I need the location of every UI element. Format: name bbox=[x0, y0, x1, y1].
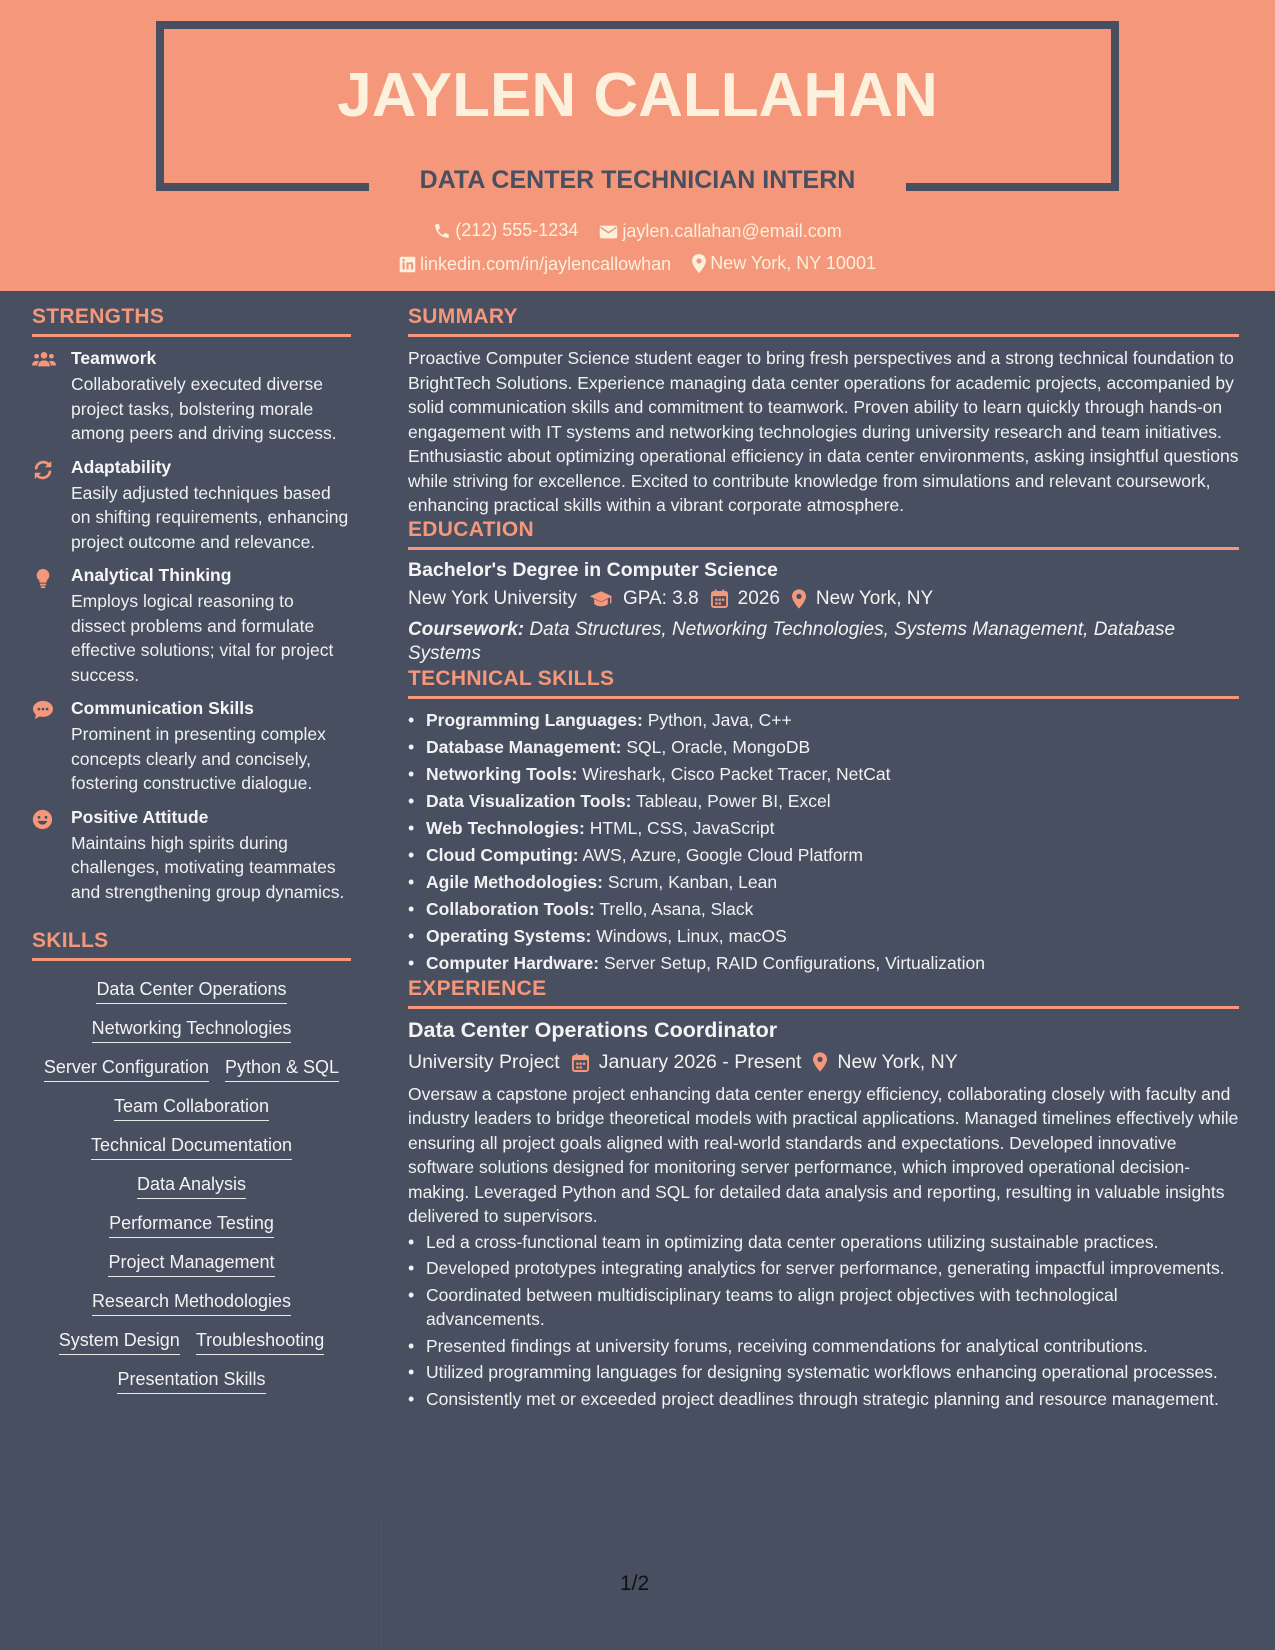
skill-tag: Troubleshooting bbox=[196, 1330, 324, 1355]
envelope-icon bbox=[599, 224, 618, 240]
technical-skills-heading: TECHNICAL SKILLS bbox=[408, 667, 1239, 699]
coursework-label: Coursework: bbox=[408, 618, 525, 640]
strength-item bbox=[32, 565, 351, 687]
graduation-cap-icon bbox=[589, 590, 613, 608]
location-contact bbox=[692, 253, 876, 274]
list-item: • Led a cross-functional team in optimizing data center operations utilizing sustainable practices. bbox=[408, 1230, 1239, 1255]
strength-item bbox=[32, 698, 351, 796]
strength-item bbox=[32, 807, 351, 905]
education-heading: EDUCATION bbox=[408, 518, 1239, 550]
skill-values: Python, Java, C++ bbox=[647, 709, 792, 730]
skill-category: Agile Methodologies: bbox=[426, 871, 603, 892]
strength-title: Teamwork bbox=[71, 348, 157, 368]
list-item bbox=[408, 869, 1239, 896]
linkedin-icon bbox=[399, 256, 416, 273]
contact-row bbox=[0, 220, 1275, 245]
experience-org: University Project bbox=[408, 1050, 560, 1073]
strengths-heading: STRENGTHS bbox=[32, 305, 351, 337]
skill-values: SQL, Oracle, MongoDB bbox=[626, 736, 811, 757]
phone-text: (212) 555-1234 bbox=[455, 220, 579, 240]
left-column bbox=[32, 305, 351, 1408]
list-item bbox=[408, 896, 1239, 923]
gpa: GPA: 3.8 bbox=[622, 587, 699, 609]
users-icon bbox=[32, 350, 56, 368]
strength-desc: Prominent in presenting complex concepts clearly and concisely, fostering constructive dialogue. bbox=[71, 724, 326, 793]
email-contact[interactable] bbox=[599, 221, 841, 242]
skill-tag: System Design bbox=[59, 1330, 180, 1355]
contact-row bbox=[0, 253, 1275, 278]
column-divider bbox=[381, 1520, 382, 1650]
skill-tag: Data Center Operations bbox=[96, 979, 286, 1004]
smile-icon bbox=[32, 809, 53, 830]
skill-tag: Team Collaboration bbox=[114, 1096, 269, 1121]
skill-values: AWS, Azure, Google Cloud Platform bbox=[582, 844, 863, 865]
list-item bbox=[408, 815, 1239, 842]
skill-values: Tableau, Power BI, Excel bbox=[636, 790, 831, 811]
skill-tag: Research Methodologies bbox=[92, 1291, 291, 1316]
skill-values: Wireshark, Cisco Packet Tracer, NetCat bbox=[582, 763, 891, 784]
linkedin-contact[interactable] bbox=[399, 254, 671, 275]
list-item bbox=[408, 950, 1239, 977]
strength-desc: Maintains high spirits during challenges, motivating teammates and strengthening group dynamics. bbox=[71, 832, 345, 902]
resume-header bbox=[0, 0, 1275, 291]
skill-category: Computer Hardware: bbox=[426, 952, 600, 973]
skills-cloud bbox=[32, 961, 351, 1394]
frame-divider bbox=[156, 183, 369, 191]
page-number: 1/2 bbox=[620, 1572, 650, 1595]
list-item: • Coordinated between multidisciplinary teams to align project objectives with technological advancements. bbox=[408, 1283, 1239, 1332]
experience-bullets bbox=[408, 1230, 1239, 1412]
skill-values: HTML, CSS, JavaScript bbox=[589, 817, 775, 838]
summary-text: Proactive Computer Science student eager to bring fresh perspectives and a strong technical foundation to BrightTech Solutions. Experience managing data center operations for academic projects, accompanied by solid communication skills and commitment to teamwork. Proven ability to learn quickly through hands-on engagement with IT systems and networking technologies during university research and team initiatives. Enthusiastic about optimizing operational efficiency in data center environments, asking insightful questions while striving for excellence. Excited to contribute knowledge from simulations and relevant coursework, enhancing practical skills within a vibrant corporate atmosphere. bbox=[408, 348, 1239, 515]
list-item bbox=[408, 707, 1239, 734]
skill-category: Operating Systems: bbox=[426, 925, 592, 946]
strength-desc: Collaboratively executed diverse project tasks, bolstering morale among peers and driving success. bbox=[71, 374, 337, 443]
strength-desc: Easily adjusted techniques based on shifting requirements, enhancing project outcome and relevance. bbox=[71, 482, 349, 552]
location-text: New York, NY 10001 bbox=[710, 253, 876, 273]
list-item: • Utilized programming languages for designing systematic workflows enhancing operational processes. bbox=[408, 1360, 1239, 1385]
candidate-name: JAYLEN CALLAHAN bbox=[337, 61, 938, 130]
list-item: • Presented findings at university forums, receiving commendations for analytical contributions. bbox=[408, 1334, 1239, 1359]
skill-tag: Presentation Skills bbox=[117, 1369, 265, 1394]
skill-values: Server Setup, RAID Configurations, Virtualization bbox=[603, 952, 985, 973]
skill-tag: Data Analysis bbox=[137, 1174, 246, 1199]
skill-category: Database Management: bbox=[426, 736, 622, 757]
linkedin-text: linkedin.com/in/jaylencallowhan bbox=[420, 254, 672, 274]
map-marker-icon bbox=[692, 254, 706, 273]
technical-skills-list bbox=[408, 707, 1239, 977]
strength-item bbox=[32, 457, 351, 555]
strength-item bbox=[32, 348, 351, 446]
list-item bbox=[408, 788, 1239, 815]
skill-category: Collaboration Tools: bbox=[426, 898, 595, 919]
list-item: • Consistently met or exceeded project deadlines through strategic planning and resource management. bbox=[408, 1387, 1239, 1412]
right-column bbox=[408, 305, 1239, 1413]
strength-title: Positive Attitude bbox=[71, 806, 209, 827]
skill-category: Cloud Computing: bbox=[426, 844, 579, 865]
strength-title: Adaptability bbox=[71, 456, 172, 477]
coursework-list: Data Structures, Networking Technologies, Systems Management, Database Systems bbox=[408, 618, 1176, 664]
frame-divider bbox=[906, 183, 1119, 191]
degree-title: Bachelor's Degree in Computer Science bbox=[408, 558, 778, 581]
experience-dates: January 2026 - Present bbox=[598, 1050, 802, 1073]
summary-heading: SUMMARY bbox=[408, 305, 1239, 337]
skill-category: Networking Tools: bbox=[426, 763, 578, 784]
skill-tag: Performance Testing bbox=[109, 1213, 274, 1238]
experience-description: Oversaw a capstone project enhancing data center energy efficiency, collaborating closely with faculty and industry leaders to bridge theoretical models with practical applications. Managed timelines effectively while ensuring all project goals aligned with real-world standards and expectations. Developed innovative software solutions designed for monitoring server performance, which improved operational decision-making. Leveraged Python and SQL for detailed data analysis and reporting, resulting in valuable insights delivered to supervisors. bbox=[408, 1083, 1239, 1226]
coursework bbox=[408, 618, 1239, 667]
comment-icon bbox=[32, 700, 54, 720]
list-item bbox=[408, 923, 1239, 950]
sync-icon bbox=[32, 459, 54, 481]
skill-category: Web Technologies: bbox=[426, 817, 585, 838]
skill-tag: Project Management bbox=[108, 1252, 274, 1277]
map-marker-icon bbox=[813, 1052, 827, 1072]
skill-tag: Python & SQL bbox=[225, 1057, 339, 1082]
school-name: New York University bbox=[408, 587, 577, 609]
list-item bbox=[408, 734, 1239, 761]
skill-values: Scrum, Kanban, Lean bbox=[607, 871, 778, 892]
email-text: jaylen.callahan@email.com bbox=[622, 221, 842, 241]
skill-tag: Technical Documentation bbox=[91, 1135, 292, 1160]
skill-tag: Server Configuration bbox=[44, 1057, 209, 1082]
experience-job-title: Data Center Operations Coordinator bbox=[408, 1017, 778, 1042]
job-title: DATA CENTER TECHNICIAN INTERN bbox=[419, 166, 856, 194]
strength-title: Communication Skills bbox=[71, 698, 254, 718]
strength-desc: Employs logical reasoning to dissect problems and formulate effective solutions; vital for project success. bbox=[71, 591, 334, 685]
education-meta bbox=[408, 588, 1239, 610]
experience-meta bbox=[408, 1051, 1239, 1074]
lightbulb-icon bbox=[32, 567, 54, 589]
phone-icon bbox=[433, 222, 451, 240]
skills-heading: SKILLS bbox=[32, 929, 351, 961]
list-item: • Developed prototypes integrating analytics for server performance, generating impactful improvements. bbox=[408, 1256, 1239, 1281]
experience-location: New York, NY bbox=[837, 1050, 958, 1073]
calendar-icon bbox=[572, 1053, 589, 1072]
skill-category: Programming Languages: bbox=[426, 709, 643, 730]
calendar-icon bbox=[711, 589, 728, 608]
skill-tag: Networking Technologies bbox=[92, 1018, 292, 1043]
skill-values: Trello, Asana, Slack bbox=[599, 898, 754, 919]
map-marker-icon bbox=[792, 589, 806, 609]
experience-heading: EXPERIENCE bbox=[408, 977, 1239, 1009]
skill-category: Data Visualization Tools: bbox=[426, 790, 632, 811]
phone-contact[interactable] bbox=[433, 220, 578, 241]
list-item bbox=[408, 761, 1239, 788]
strength-title: Analytical Thinking bbox=[71, 565, 232, 585]
list-item bbox=[408, 842, 1239, 869]
skill-values: Windows, Linux, macOS bbox=[596, 925, 787, 946]
graduation-year: 2026 bbox=[737, 587, 780, 609]
education-location: New York, NY bbox=[815, 587, 934, 609]
